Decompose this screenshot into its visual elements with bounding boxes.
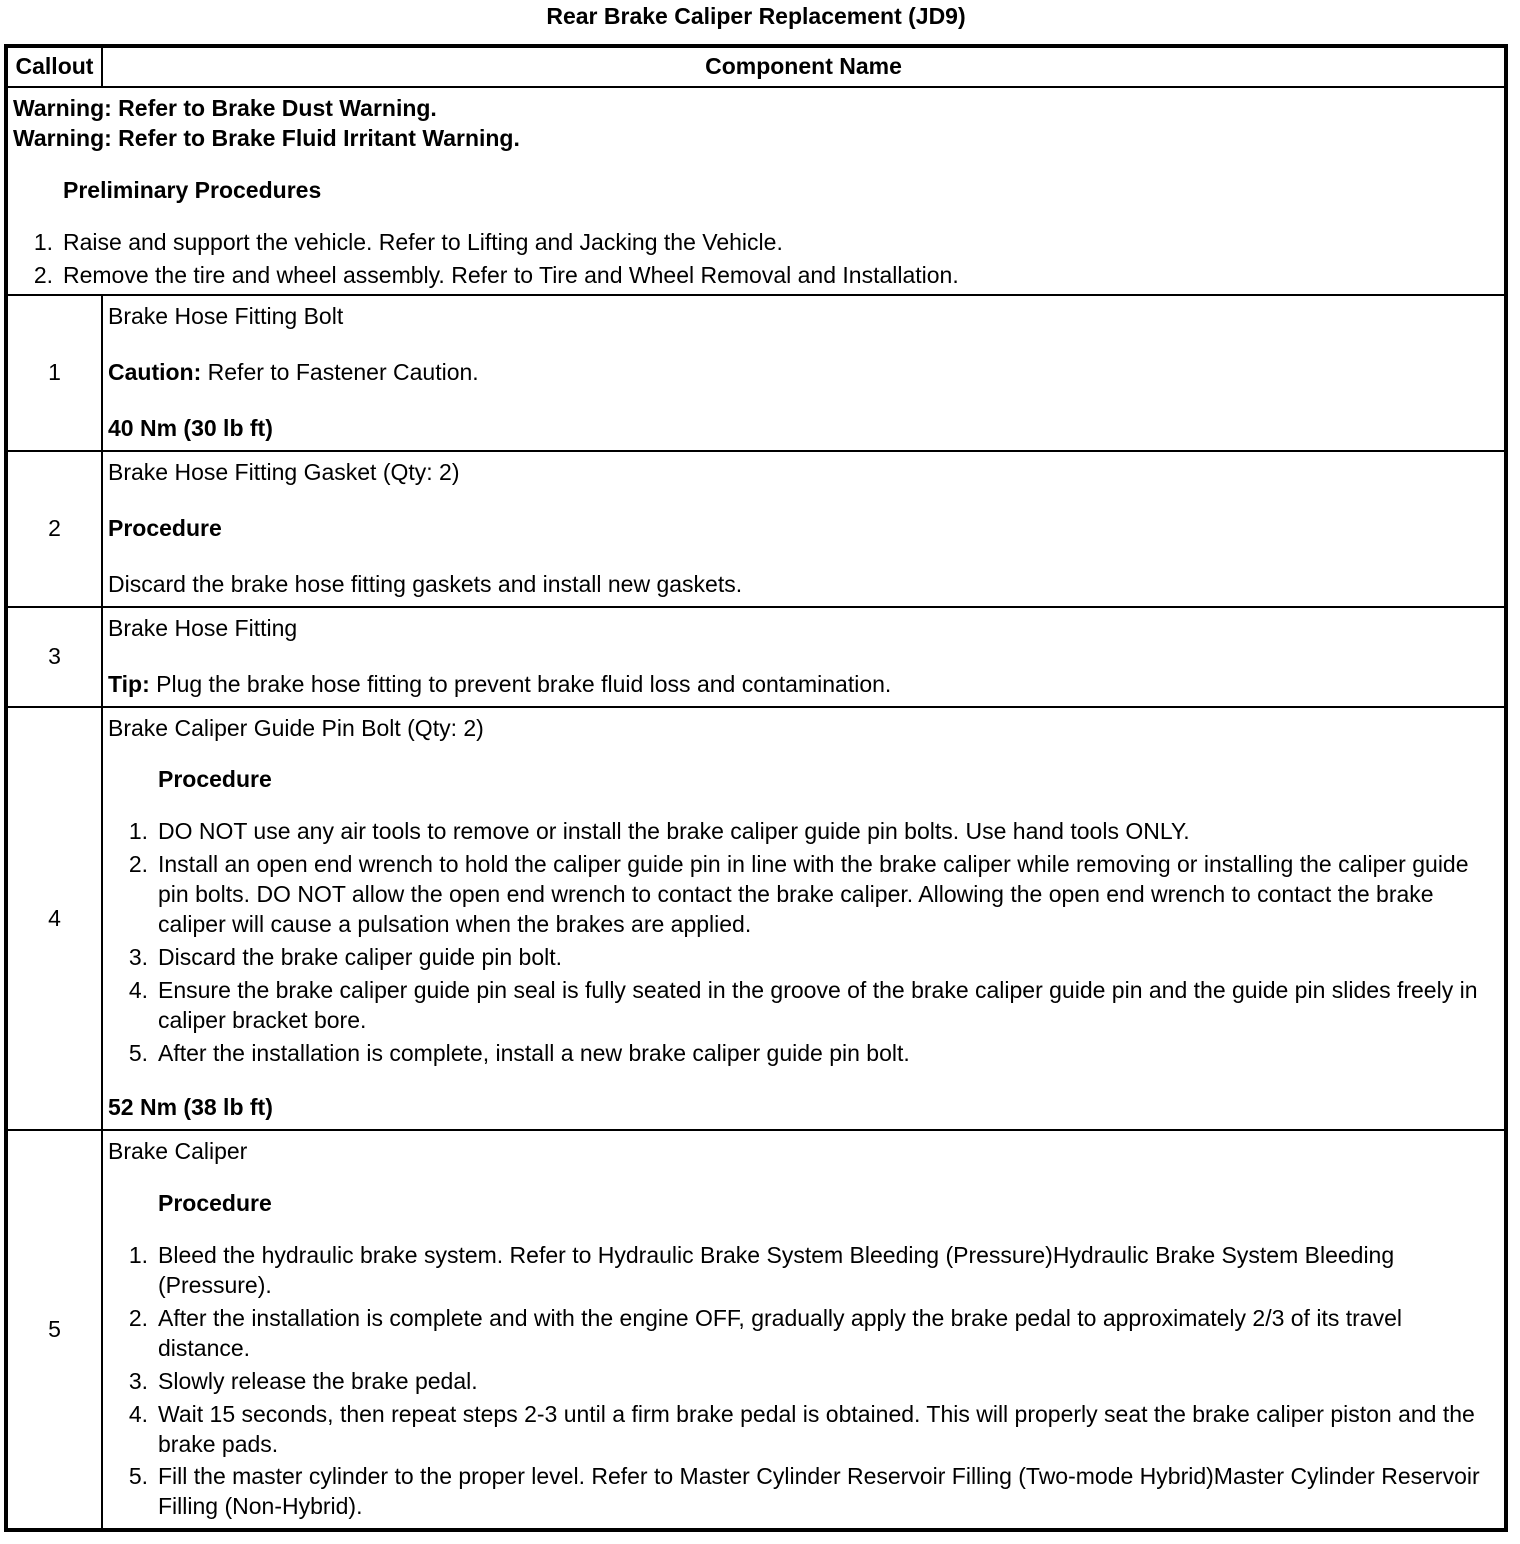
step-number: 1. <box>128 1242 148 1269</box>
step-text: Fill the master cylinder to the proper level. Refer to Master Cylinder Reservoir Filling (Two-mode Hybrid)Master Cylinder Reservoir Filling (Non-Hybrid). <box>158 1463 1480 1520</box>
tip-label: Tip: <box>108 670 150 697</box>
callout-cell: 5 <box>6 1130 102 1530</box>
step-number: 5. <box>128 1463 148 1490</box>
procedure-table <box>4 44 1508 1532</box>
list-item <box>108 1039 1498 1069</box>
step-number: 1. <box>33 228 53 255</box>
preliminary-steps <box>13 228 1498 291</box>
component-cell <box>102 707 1506 1131</box>
warning-brake-fluid: Warning: Refer to Brake Fluid Irritant Warning. <box>13 124 520 151</box>
step-text: Install an open end wrench to hold the caliper guide pin in line with the brake caliper while removing or installing the caliper guide pin bolts. DO NOT allow the open end wrench to contact the brake caliper. Allowing the open end wrench to contact the brake caliper will cause a pulsation when the brakes are applied. <box>158 851 1469 938</box>
list-item <box>13 261 1498 291</box>
component-cell <box>102 607 1506 707</box>
table-row <box>6 1130 1506 1530</box>
list-item <box>13 228 1498 258</box>
list-item <box>108 1304 1498 1364</box>
list-item <box>108 1367 1498 1397</box>
procedure-steps <box>108 1241 1498 1522</box>
preliminary-row <box>6 87 1506 295</box>
table-row <box>6 451 1506 607</box>
component-cell <box>102 1130 1506 1530</box>
tip-note <box>108 670 1498 700</box>
table-row <box>6 707 1506 1131</box>
list-item <box>108 943 1498 973</box>
step-text: After the installation is complete and with the engine OFF, gradually apply the brake pedal to approximately 2/3 of its travel distance. <box>158 1304 1402 1361</box>
component-cell <box>102 295 1506 451</box>
preliminary-heading: Preliminary Procedures <box>63 176 322 203</box>
warning-brake-dust: Warning: Refer to Brake Dust Warning. <box>13 95 437 121</box>
header-component-name: Component Name <box>102 46 1506 87</box>
step-text: DO NOT use any air tools to remove or install the brake caliper guide pin bolts. Use hand tools ONLY. <box>158 818 1190 845</box>
tip-text: Plug the brake hose fitting to prevent brake fluid loss and contamination. <box>149 670 892 697</box>
component-name: Brake Hose Fitting <box>108 614 298 641</box>
callout-cell: 2 <box>6 451 102 607</box>
procedure-heading: Procedure <box>108 515 222 542</box>
step-text: Ensure the brake caliper guide pin seal is fully seated in the groove of the brake caliper guide pin and the guide pin slides freely in caliper bracket bore. <box>158 976 1478 1033</box>
list-item <box>108 1241 1498 1301</box>
step-number: 2. <box>33 261 53 288</box>
list-item <box>108 976 1498 1036</box>
component-name: Brake Hose Fitting Bolt <box>108 303 344 330</box>
component-name: Brake Caliper Guide Pin Bolt (Qty: 2) <box>108 714 484 741</box>
step-number: 3. <box>128 943 148 970</box>
callout-cell: 4 <box>6 707 102 1131</box>
list-item <box>108 1400 1498 1460</box>
step-text: Slowly release the brake pedal. <box>158 1367 478 1394</box>
torque-spec: 40 Nm (30 lb ft) <box>108 415 273 442</box>
callout-cell: 1 <box>6 295 102 451</box>
component-name: Brake Caliper <box>108 1138 248 1165</box>
caution-text: Refer to Fastener Caution. <box>201 359 479 386</box>
step-text: After the installation is complete, install a new brake caliper guide pin bolt. <box>158 1039 910 1066</box>
torque-spec: 52 Nm (38 lb ft) <box>108 1094 273 1121</box>
caution-label: Caution: <box>108 359 202 386</box>
procedure-heading: Procedure <box>158 1190 272 1217</box>
table-row <box>6 295 1506 451</box>
header-callout: Callout <box>6 46 102 87</box>
list-item <box>108 850 1498 940</box>
step-number: 5. <box>128 1039 148 1066</box>
callout-cell: 3 <box>6 607 102 707</box>
component-name: Brake Hose Fitting Gasket (Qty: 2) <box>108 459 460 486</box>
step-number: 4. <box>128 1400 148 1427</box>
step-text: Remove the tire and wheel assembly. Refer to Tire and Wheel Removal and Installation. <box>63 261 959 288</box>
list-item <box>108 817 1498 847</box>
list-item <box>108 1462 1498 1522</box>
step-text: Discard the brake caliper guide pin bolt. <box>158 943 563 970</box>
page-title: Rear Brake Caliper Replacement (JD9) <box>546 3 966 29</box>
caution-note <box>108 358 1498 388</box>
step-number: 2. <box>128 851 148 878</box>
procedure-text: Discard the brake hose fitting gaskets and install new gaskets. <box>108 570 743 597</box>
step-text: Raise and support the vehicle. Refer to Lifting and Jacking the Vehicle. <box>63 228 783 255</box>
step-number: 1. <box>128 818 148 845</box>
component-cell <box>102 451 1506 607</box>
procedure-steps <box>108 817 1498 1068</box>
step-text: Bleed the hydraulic brake system. Refer to Hydraulic Brake System Bleeding (Pressure)Hydraulic Brake System Bleeding (Pressure). <box>158 1242 1395 1299</box>
step-number: 3. <box>128 1367 148 1394</box>
preliminary-cell <box>6 87 1506 295</box>
step-number: 2. <box>128 1304 148 1331</box>
step-text: Wait 15 seconds, then repeat steps 2-3 until a firm brake pedal is obtained. This will properly seat the brake caliper piston and the brake pads. <box>158 1400 1475 1457</box>
step-number: 4. <box>128 976 148 1003</box>
table-row <box>6 607 1506 707</box>
procedure-heading: Procedure <box>158 766 272 793</box>
table-header-row <box>6 46 1506 87</box>
